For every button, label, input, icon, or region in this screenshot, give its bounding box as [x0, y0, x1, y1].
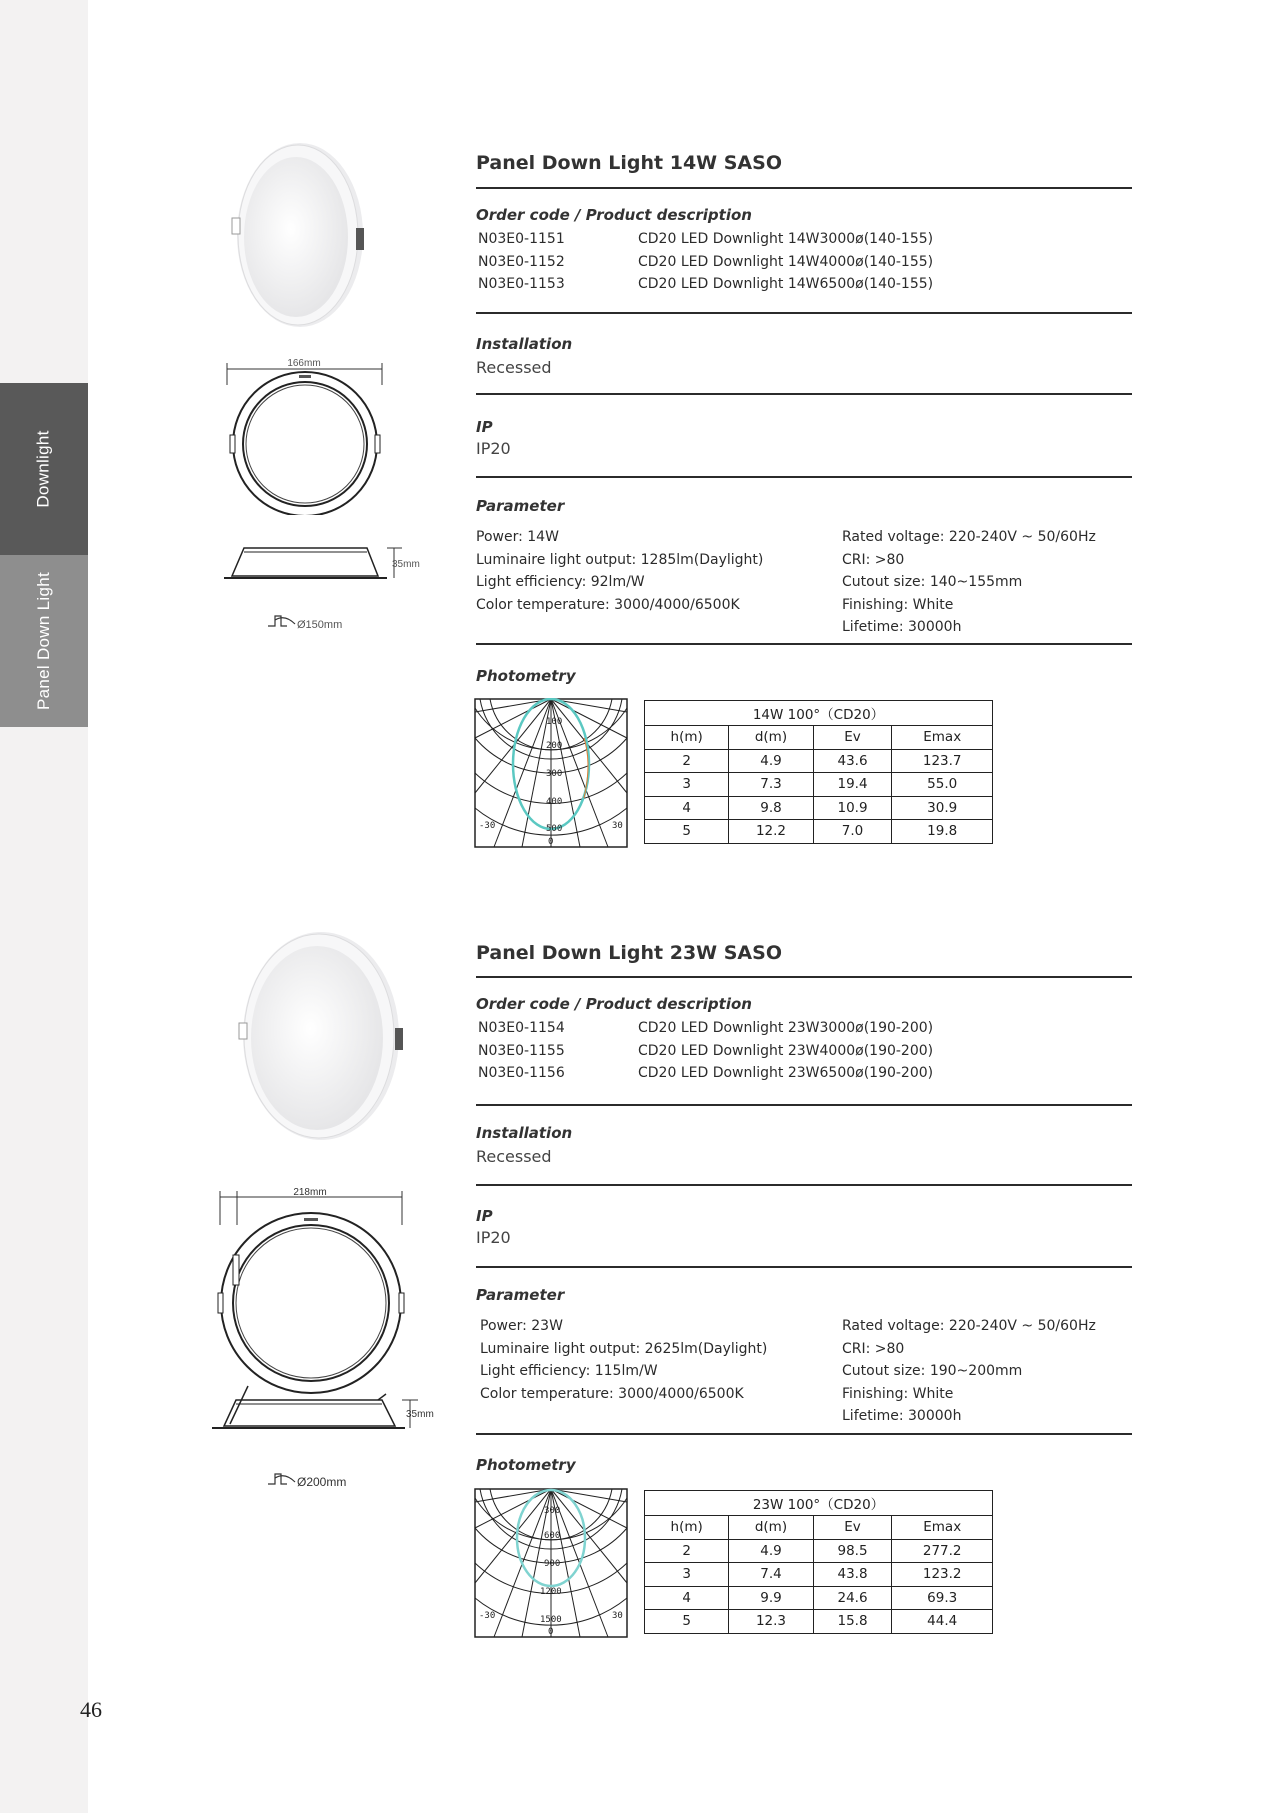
table-header-cell: Ev — [813, 726, 892, 750]
table-cell: 5 — [645, 1610, 729, 1634]
table-cell: 12.3 — [729, 1610, 813, 1634]
table-caption: 23W 100°（CD20） — [645, 1491, 993, 1516]
polar-right-angle: 30 — [612, 1611, 623, 1621]
order-desc: CD20 LED Downlight 14W3000ø(140-155) — [638, 231, 934, 247]
table-cell: 277.2 — [892, 1539, 993, 1563]
param-item: Light efficiency: 115lm/W — [480, 1363, 658, 1379]
order-desc: CD20 LED Downlight 23W4000ø(190-200) — [638, 1042, 934, 1059]
table-cell: 43.6 — [813, 749, 892, 773]
table-cell: 69.3 — [892, 1586, 993, 1610]
divider — [476, 1433, 1132, 1435]
table-cell: 19.8 — [892, 820, 993, 844]
cutout-icon — [265, 610, 385, 636]
table-cell: 2 — [645, 749, 729, 773]
polar-diagram — [474, 1488, 628, 1638]
product-photo — [228, 140, 378, 335]
table-row — [645, 1586, 993, 1610]
product-photo — [235, 928, 410, 1148]
polar-zero: 0 — [548, 1627, 554, 1637]
param-item: Luminaire light output: 1285lm(Daylight) — [476, 551, 764, 568]
order-desc: CD20 LED Downlight 23W6500ø(190-200) — [638, 1065, 934, 1081]
param-item: Lifetime: 30000h — [842, 1408, 962, 1424]
polar-zero: 0 — [548, 837, 554, 847]
table-cell: 12.2 — [729, 820, 813, 844]
divider — [476, 1266, 1132, 1268]
polar-ring-label: 400 — [546, 797, 563, 807]
param-item: Cutout size: 190~200mm — [842, 1363, 1023, 1379]
param-item: Power: 14W — [476, 529, 559, 545]
ip-value: IP20 — [476, 439, 511, 458]
param-item: Finishing: White — [842, 596, 954, 613]
height-dimension-label: 35mm — [392, 559, 420, 570]
width-dimension-label: 218mm — [293, 1187, 327, 1198]
side-dimension-drawing — [222, 540, 432, 590]
polar-ring-label: 600 — [544, 1531, 561, 1541]
sidebar — [0, 0, 88, 1813]
divider — [476, 393, 1132, 395]
param-item: CRI: >80 — [842, 1340, 905, 1357]
product-title: Panel Down Light 23W SASO — [476, 942, 782, 964]
table-header-row — [645, 726, 993, 750]
polar-ring-label: 1500 — [540, 1615, 562, 1625]
polar-ring-label: 300 — [544, 1506, 561, 1516]
params-right — [842, 1315, 1096, 1428]
parameter-heading: Parameter — [476, 1286, 565, 1304]
table-header-row — [645, 1516, 993, 1540]
param-item: Color temperature: 3000/4000/6500K — [476, 596, 740, 613]
polar-left-angle: -30 — [479, 1611, 496, 1621]
table-cell: 30.9 — [892, 796, 993, 820]
photometry-heading: Photometry — [476, 1456, 576, 1474]
order-desc: CD20 LED Downlight 23W3000ø(190-200) — [638, 1020, 934, 1036]
param-item: Rated voltage: 220-240V ~ 50/60Hz — [842, 529, 1096, 545]
divider — [476, 1104, 1132, 1106]
height-dimension-label: 35mm — [406, 1409, 434, 1420]
table-cell: 4.9 — [729, 1539, 813, 1563]
order-code: N03E0-1152 — [478, 253, 565, 270]
front-dimension-drawing — [210, 1185, 415, 1395]
cutout-icon — [265, 1468, 395, 1494]
divider — [476, 187, 1132, 189]
order-code: N03E0-1153 — [478, 276, 565, 292]
param-item: Color temperature: 3000/4000/6500K — [480, 1385, 744, 1402]
sidebar-tab-panel-label: Panel Down Light — [34, 571, 53, 711]
table-cell: 3 — [645, 773, 729, 797]
table-cell: 44.4 — [892, 1610, 993, 1634]
product-title: Panel Down Light 14W SASO — [476, 152, 782, 174]
parameter-heading: Parameter — [476, 497, 565, 515]
ip-heading: IP — [476, 418, 493, 436]
page-number: 46 — [80, 1697, 102, 1722]
photometry-table — [644, 700, 993, 844]
polar-diagram — [474, 698, 628, 848]
table-cell: 15.8 — [813, 1610, 892, 1634]
polar-ring-label: 200 — [546, 741, 563, 751]
table-cell: 7.4 — [729, 1563, 813, 1587]
table-caption: 14W 100°（CD20） — [645, 701, 993, 726]
table-header-cell: Emax — [892, 726, 993, 750]
order-row — [478, 254, 1078, 277]
table-row — [645, 1610, 993, 1634]
table-cell: 24.6 — [813, 1586, 892, 1610]
polar-ring-label: 500 — [546, 824, 563, 834]
polar-ring-label: 1200 — [540, 1587, 562, 1597]
polar-ring-label: 900 — [544, 1559, 561, 1569]
param-item: Power: 23W — [480, 1318, 563, 1334]
table-header-cell: Emax — [892, 1516, 993, 1540]
table-cell: 10.9 — [813, 796, 892, 820]
sidebar-tab-panel-down-light[interactable] — [0, 555, 88, 727]
table-cell: 9.9 — [729, 1586, 813, 1610]
table-row — [645, 796, 993, 820]
cutout-label: Ø150mm — [297, 619, 343, 631]
table-cell: 2 — [645, 1539, 729, 1563]
installation-heading: Installation — [476, 335, 573, 353]
table-header-cell: h(m) — [645, 726, 729, 750]
order-row — [478, 1065, 1078, 1088]
table-header-cell: h(m) — [645, 1516, 729, 1540]
table-cell: 98.5 — [813, 1539, 892, 1563]
polar-ring-label: 100 — [546, 717, 563, 727]
order-heading: Order code / Product description — [476, 995, 752, 1013]
polar-right-angle: 30 — [612, 821, 623, 831]
order-desc: CD20 LED Downlight 14W4000ø(140-155) — [638, 253, 934, 270]
sidebar-tab-downlight[interactable] — [0, 383, 88, 555]
params-left — [480, 1315, 767, 1405]
order-code: N03E0-1151 — [478, 231, 565, 247]
cutout-label: Ø200mm — [297, 1475, 347, 1489]
table-cell: 123.2 — [892, 1563, 993, 1587]
table-header-cell: d(m) — [729, 1516, 813, 1540]
divider — [476, 643, 1132, 645]
table-row — [645, 749, 993, 773]
table-cell: 7.3 — [729, 773, 813, 797]
table-cell: 55.0 — [892, 773, 993, 797]
table-cell: 9.8 — [729, 796, 813, 820]
order-code: N03E0-1156 — [478, 1065, 565, 1081]
order-code: N03E0-1154 — [478, 1020, 565, 1036]
order-row — [478, 276, 1078, 299]
order-row — [478, 1043, 1078, 1066]
installation-value: Recessed — [476, 1147, 552, 1166]
divider — [476, 312, 1132, 314]
table-cell: 123.7 — [892, 749, 993, 773]
order-code: N03E0-1155 — [478, 1042, 565, 1059]
table-row — [645, 1563, 993, 1587]
installation-heading: Installation — [476, 1124, 573, 1142]
width-dimension-label: 166mm — [287, 358, 321, 369]
table-cell: 5 — [645, 820, 729, 844]
ip-value: IP20 — [476, 1228, 511, 1247]
installation-value: Recessed — [476, 358, 552, 377]
table-cell: 43.8 — [813, 1563, 892, 1587]
divider — [476, 1184, 1132, 1186]
table-row — [645, 820, 993, 844]
side-dimension-drawing — [210, 1380, 440, 1440]
photometry-heading: Photometry — [476, 667, 576, 685]
order-row — [478, 1020, 1078, 1043]
photometry-table — [644, 1490, 993, 1634]
table-cell: 7.0 — [813, 820, 892, 844]
front-dimension-drawing — [222, 355, 392, 515]
table-cell: 19.4 — [813, 773, 892, 797]
param-item: Lifetime: 30000h — [842, 619, 962, 635]
table-cell: 4 — [645, 796, 729, 820]
param-item: Light efficiency: 92lm/W — [476, 574, 645, 590]
divider — [476, 976, 1132, 978]
param-item: Cutout size: 140~155mm — [842, 574, 1023, 590]
params-right — [842, 526, 1096, 639]
param-item: Finishing: White — [842, 1385, 954, 1402]
order-row — [478, 231, 1078, 254]
params-left — [476, 526, 763, 616]
param-item: Rated voltage: 220-240V ~ 50/60Hz — [842, 1318, 1096, 1334]
table-cell: 4 — [645, 1586, 729, 1610]
table-header-cell: d(m) — [729, 726, 813, 750]
order-desc: CD20 LED Downlight 14W6500ø(140-155) — [638, 276, 934, 292]
polar-ring-label: 300 — [546, 769, 563, 779]
param-item: Luminaire light output: 2625lm(Daylight) — [480, 1340, 768, 1357]
order-heading: Order code / Product description — [476, 206, 752, 224]
table-row — [645, 1539, 993, 1563]
param-item: CRI: >80 — [842, 551, 905, 568]
sidebar-tab-downlight-label: Downlight — [33, 430, 53, 508]
table-cell: 4.9 — [729, 749, 813, 773]
ip-heading: IP — [476, 1207, 493, 1225]
divider — [476, 476, 1132, 478]
table-header-cell: Ev — [813, 1516, 892, 1540]
table-cell: 3 — [645, 1563, 729, 1587]
table-row — [645, 773, 993, 797]
polar-left-angle: -30 — [479, 821, 496, 831]
